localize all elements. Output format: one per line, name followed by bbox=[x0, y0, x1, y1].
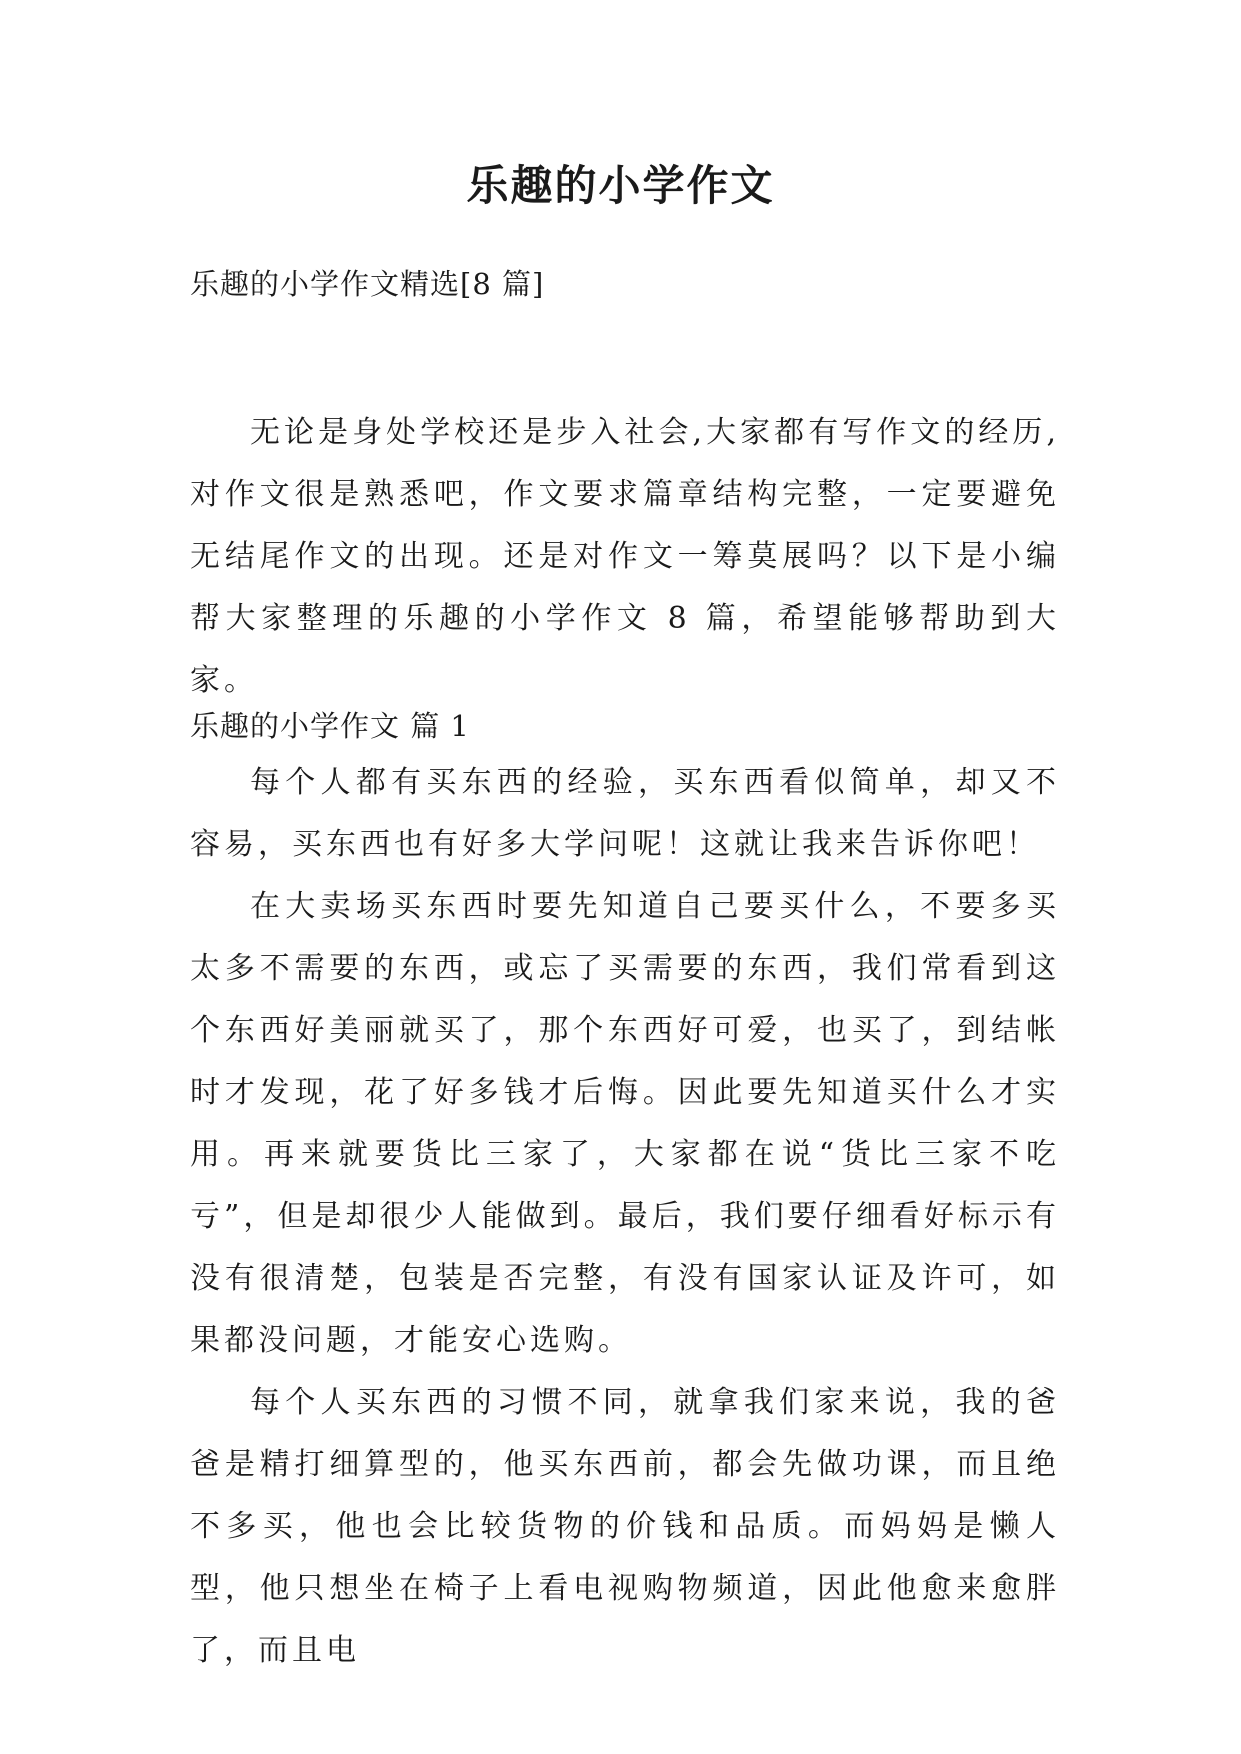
section-heading: 乐趣的小学作文 篇 1 bbox=[190, 709, 470, 743]
intro-section bbox=[190, 402, 1060, 712]
document-subtitle: 乐趣的小学作文精选[8 篇] bbox=[190, 267, 545, 301]
intro-paragraph: 无论是身处学校还是步入社会,大家都有写作文的经历,对作文很是熟悉吧，作文要求篇章结构完整，一定要避免无结尾作文的出现。还是对作文一筹莫展吗？以下是小编帮大家整理的乐趣的小学作文 8 篇，希望能够帮助到大家。 bbox=[190, 415, 1060, 698]
article-paragraph-2: 在大卖场买东西时要先知道自己要买什么，不要多买太多不需要的东西，或忘了买需要的东西，我们常看到这个东西好美丽就买了，那个东西好可爱，也买了，到结帐时才发现，花了好多钱才后悔。因此要先知道买什么才实用。再来就要货比三家了，大家都在说“货比三家不吃亏”，但是却很少人能做到。最后，我们要仔细看好标示有没有很清楚，包装是否完整，有没有国家认证及许可，如果都没问题，才能安心选购。 bbox=[190, 889, 1060, 1358]
article-paragraph-1: 每个人都有买东西的经验，买东西看似简单，却又不容易，买东西也有好多大学问呢！这就让我来告诉你吧！ bbox=[190, 765, 1060, 862]
article-body bbox=[190, 752, 1060, 1682]
article-paragraph-3: 每个人买东西的习惯不同，就拿我们家来说，我的爸爸是精打细算型的，他买东西前，都会先做功课，而且绝不多买，他也会比较货物的价钱和品质。而妈妈是懒人型，他只想坐在椅子上看电视购物频道，因此他愈来愈胖了，而且电 bbox=[190, 1385, 1060, 1668]
document-title: 乐趣的小学作文 bbox=[466, 161, 775, 210]
